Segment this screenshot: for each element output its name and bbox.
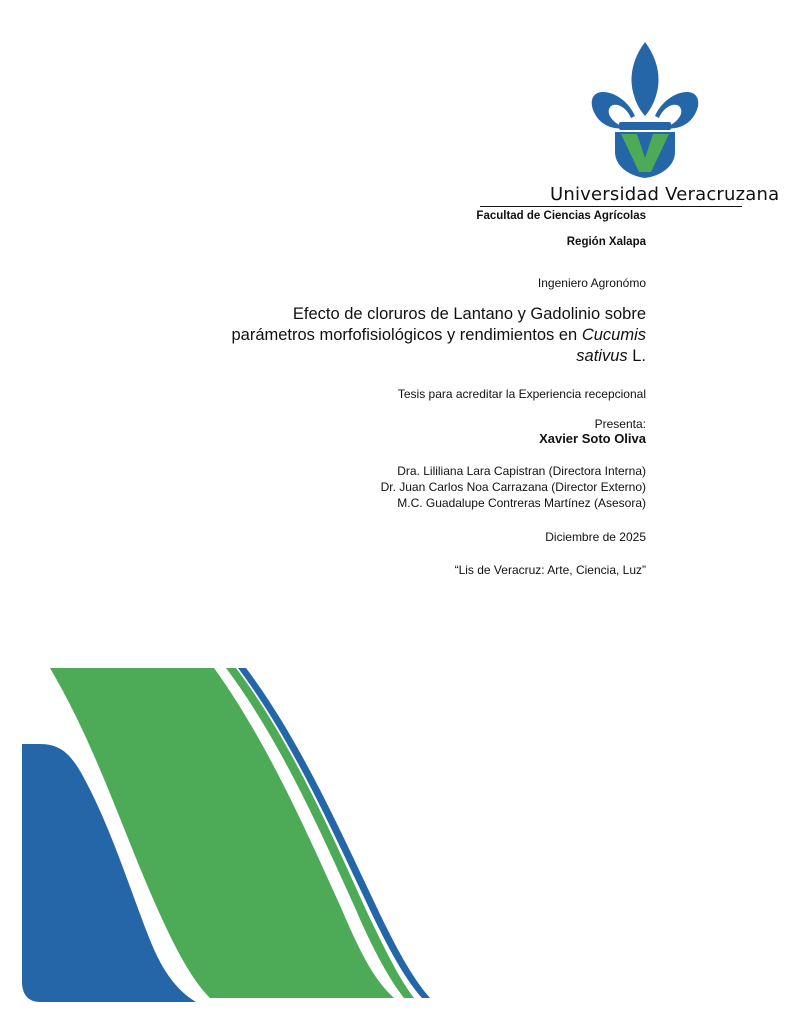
university-motto: “Lis de Veracruz: Arte, Ciencia, Luz”: [454, 563, 646, 577]
logo-band: [619, 122, 671, 130]
thesis-title-main: Efecto de cloruros de Lantano y Gadolinio sobre parámetros morfofisiológicos y rendimientos en: [231, 305, 646, 344]
region-name: Región Xalapa: [566, 236, 646, 248]
advisor-assessor: M.C. Guadalupe Contreras Martínez (Asesora): [397, 496, 646, 510]
author-name: Xavier Soto Oliva: [539, 431, 646, 446]
faculty-name: Facultad de Ciencias Agrícolas: [476, 210, 646, 222]
header-rule: [480, 206, 742, 207]
logo-center-petal: [632, 42, 659, 116]
thesis-title: [206, 304, 646, 367]
lis-de-veracruz-logo-icon: [585, 40, 705, 180]
thesis-title-authority: L.: [632, 347, 646, 365]
presented-by-label: Presenta:: [594, 417, 646, 431]
advisor-external-director: Dr. Juan Carlos Noa Carrazana (Director Externo): [380, 480, 646, 494]
degree-name: Ingeniero Agronómo: [537, 276, 646, 290]
footer-decorative-bands: [0, 660, 470, 1010]
advisor-internal-director: Dra. Lililiana Lara Capistran (Directora Interna): [397, 464, 646, 478]
thesis-purpose: Tesis para acreditar la Experiencia recepcional: [397, 387, 646, 401]
university-name: Universidad Veracruzana: [550, 184, 780, 205]
thesis-date: Diciembre de 2025: [545, 530, 646, 544]
thesis-title-species: Cucumis sativus: [576, 326, 646, 365]
